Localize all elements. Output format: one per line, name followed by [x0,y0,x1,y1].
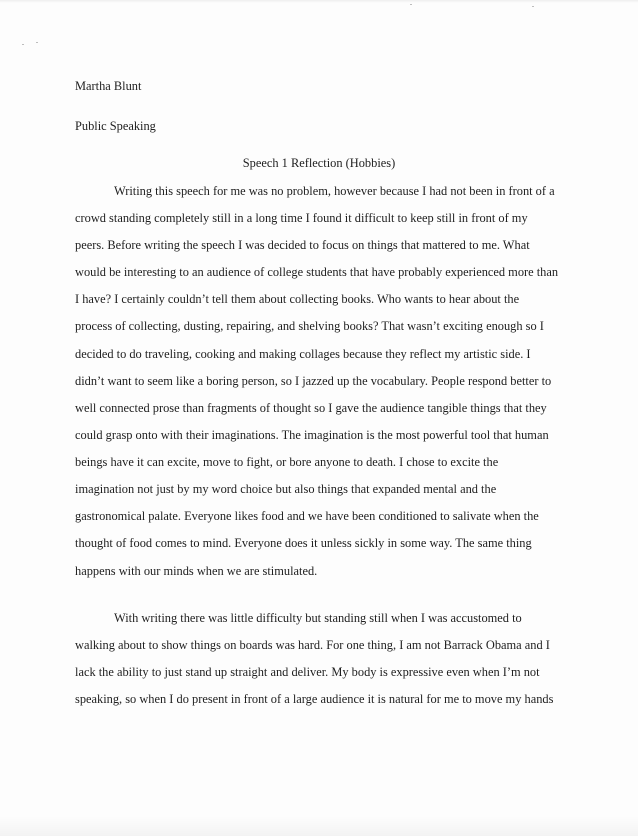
scan-shadow-top [0,0,638,3]
document-title: Speech 1 Reflection (Hobbies) [242,156,396,170]
body-line: walking about to show things on boards was hard. For one thing, I am not Barrack Obama and I [75,638,550,652]
course-name: Public Speaking [75,119,156,133]
body-line: thought of food comes to mind. Everyone does it unless sickly in some way. The same thing [75,536,532,550]
body-line: crowd standing completely still in a long time I found it difficult to keep still in front of my [75,211,528,225]
body-line: decided to do traveling, cooking and making collages because they reflect my artistic side. I [75,347,531,361]
body-line: I have? I certainly couldn’t tell them about collecting books. Who wants to hear about the [75,292,520,306]
body-line: would be interesting to an audience of college students that have probably experienced more than [75,265,559,279]
body-line: beings have it can excite, move to fight, or bore anyone to death. I chose to excite the [75,455,499,469]
body-line: well connected prose than fragments of thought so I gave the audience tangible things that they [75,401,547,415]
body-line: gastronomical palate. Everyone likes food and we have been conditioned to salivate when the [75,509,539,523]
body-line: imagination not just by my word choice but also things that expanded mental and the [75,482,497,496]
scan-speck [36,42,38,43]
scan-speck [410,4,412,5]
body-line: happens with our minds when we are stimulated. [75,564,318,578]
scan-speck [22,44,24,45]
body-line: speaking, so when I do present in front of a large audience it is natural for me to move my hands [75,692,554,706]
body-line: With writing there was little difficulty but standing still when I was accustomed to [114,611,522,625]
author-name: Martha Blunt [75,79,142,93]
body-line: lack the ability to just stand up straight and deliver. My body is expressive even when I’m not [75,665,540,679]
body-line: process of collecting, dusting, repairing, and shelving books? That wasn’t exciting enough so I [75,319,544,333]
scan-shadow-bottom [0,816,638,836]
scan-speck [532,6,534,7]
body-line: Writing this speech for me was no problem, however because I had not been in front of a [114,184,555,198]
body-line: didn’t want to seem like a boring person, so I jazzed up the vocabulary. People respond better to [75,374,552,388]
body-line: peers. Before writing the speech I was decided to focus on things that mattered to me. What [75,238,530,252]
body-line: could grasp onto with their imaginations. The imagination is the most powerful tool that human [75,428,549,442]
